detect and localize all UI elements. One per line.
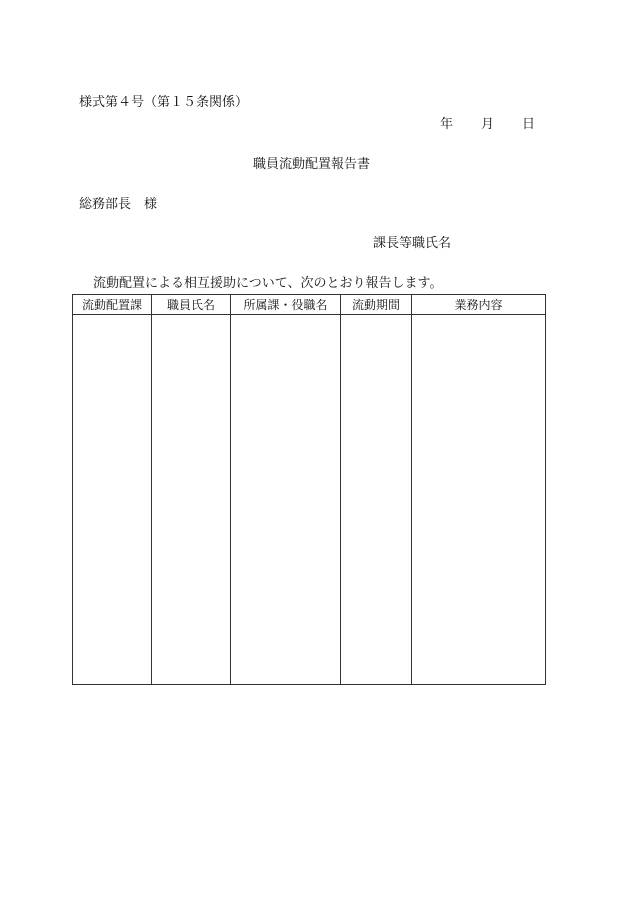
column-header-transfer-section: 流動配置課 (73, 295, 152, 315)
intro-text: 流動配置による相互援助について、次のとおり報告します。 (93, 276, 443, 291)
year-label: 年 (440, 117, 454, 132)
date-line (440, 117, 535, 133)
table-cell (231, 315, 341, 685)
table-cell (152, 315, 231, 685)
month-label: 月 (481, 117, 495, 132)
table-row (73, 315, 546, 685)
column-header-work-content: 業務内容 (412, 295, 546, 315)
column-header-staff-name: 職員氏名 (152, 295, 231, 315)
table-cell (412, 315, 546, 685)
document-title: 職員流動配置報告書 (253, 157, 371, 172)
column-header-department-position: 所属課・役職名 (231, 295, 341, 315)
reporter-label: 課長等職氏名 (373, 236, 452, 251)
recipient: 総務部長 様 (79, 197, 158, 212)
column-header-transfer-period: 流動期間 (341, 295, 412, 315)
day-label: 日 (522, 117, 536, 132)
table-cell (341, 315, 412, 685)
form-number: 様式第４号（第１５条関係） (79, 95, 249, 110)
table-header-row (73, 295, 546, 315)
report-table (72, 294, 546, 685)
table-cell (73, 315, 152, 685)
